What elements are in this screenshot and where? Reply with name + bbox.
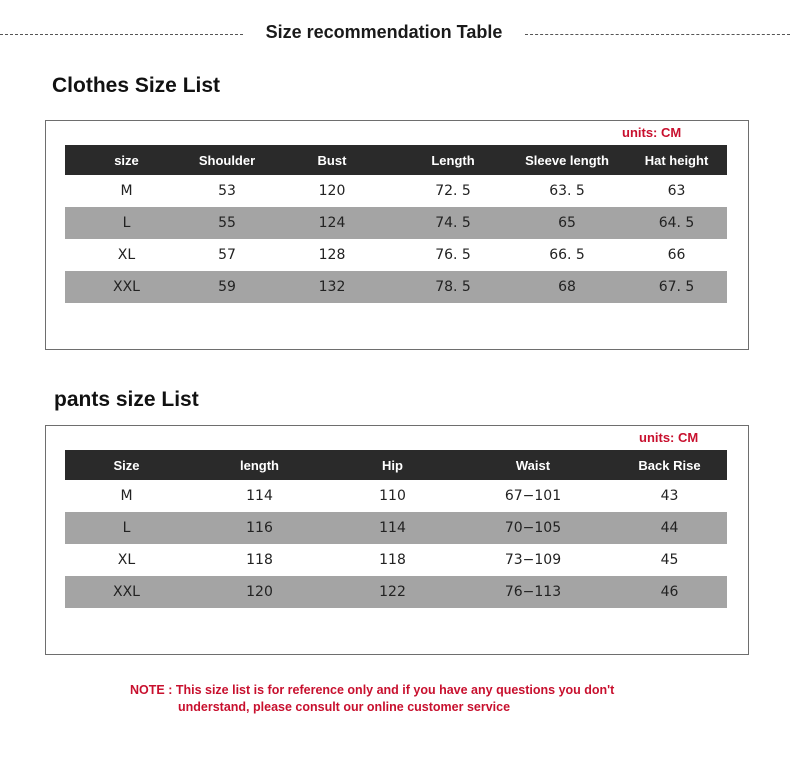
table-row [65, 207, 727, 239]
measurement-cell: 45 [660, 552, 679, 568]
measurement-cell: 76−113 [454, 576, 612, 608]
page-title: Size recommendation Table [265, 22, 503, 42]
column-header: Waist [454, 450, 612, 480]
table-row [65, 544, 727, 576]
measurement-cell: 118 [379, 552, 406, 568]
measurement-cell: 63. 5 [549, 183, 585, 199]
measurement-cell: 72. 5 [435, 183, 471, 199]
measurement-cell: 66 [667, 247, 686, 263]
column-header: Hat height [626, 145, 727, 175]
column-header: Length [398, 145, 508, 175]
table-header-row [65, 450, 727, 480]
measurement-cell: 128 [318, 247, 346, 263]
measurement-cell: 57 [218, 247, 236, 263]
size-cell: XXL [65, 271, 188, 303]
measurement-cell: 74. 5 [398, 207, 508, 239]
note-line-2: understand, please consult our online customer service [178, 700, 511, 714]
pants-section-title: pants size List [54, 388, 199, 411]
title-row [0, 20, 790, 48]
column-header: Hip [331, 450, 454, 480]
column-header: Sleeve length [508, 145, 626, 175]
measurement-cell: 63 [667, 183, 686, 199]
size-cell: L [65, 207, 188, 239]
pants-size-panel [45, 425, 749, 655]
measurement-cell: 68 [508, 271, 626, 303]
measurement-cell: 65 [508, 207, 626, 239]
table-row [65, 480, 727, 512]
title-divider-left [0, 34, 243, 35]
clothes-units-label: units: CM [622, 125, 682, 140]
table-row [65, 576, 727, 608]
measurement-cell: 132 [266, 271, 398, 303]
size-cell: M [120, 183, 133, 199]
table-header-row [65, 145, 727, 175]
pants-size-table [65, 450, 727, 608]
measurement-cell: 67. 5 [626, 271, 727, 303]
measurement-cell: 78. 5 [398, 271, 508, 303]
table-row [65, 175, 727, 207]
column-header: size [65, 145, 188, 175]
measurement-cell: 124 [266, 207, 398, 239]
measurement-cell: 44 [612, 512, 727, 544]
size-cell: XXL [65, 576, 188, 608]
clothes-size-table [65, 145, 727, 303]
measurement-cell: 118 [246, 552, 273, 568]
measurement-cell: 116 [188, 512, 331, 544]
measurement-cell: 66. 5 [549, 247, 585, 263]
column-header: Bust [266, 145, 398, 175]
measurement-cell: 64. 5 [626, 207, 727, 239]
measurement-cell: 114 [246, 488, 273, 504]
table-row [65, 239, 727, 271]
clothes-size-panel [45, 120, 749, 350]
size-cell: XL [117, 552, 136, 568]
measurement-cell: 70−105 [454, 512, 612, 544]
measurement-cell: 122 [331, 576, 454, 608]
measurement-cell: 53 [218, 183, 236, 199]
table-row [65, 512, 727, 544]
measurement-cell: 59 [188, 271, 266, 303]
column-header: Size [65, 450, 188, 480]
measurement-cell: 73−109 [504, 552, 562, 568]
column-header: length [188, 450, 331, 480]
column-header: Back Rise [612, 450, 727, 480]
title-divider-right [525, 34, 790, 35]
size-note [130, 682, 690, 716]
size-cell: M [120, 488, 133, 504]
measurement-cell: 76. 5 [435, 247, 471, 263]
clothes-section-title: Clothes Size List [52, 74, 221, 97]
size-cell: XL [117, 247, 136, 263]
measurement-cell: 114 [331, 512, 454, 544]
measurement-cell: 120 [318, 183, 346, 199]
measurement-cell: 46 [612, 576, 727, 608]
measurement-cell: 110 [379, 488, 406, 504]
size-cell: L [65, 512, 188, 544]
note-line-1: NOTE : This size list is for reference only and if you have any questions you don't [130, 683, 615, 697]
table-row [65, 271, 727, 303]
measurement-cell: 43 [660, 488, 679, 504]
measurement-cell: 55 [188, 207, 266, 239]
pants-units-label: units: CM [639, 430, 699, 445]
column-header: Shoulder [188, 145, 266, 175]
measurement-cell: 67−101 [504, 488, 562, 504]
measurement-cell: 120 [188, 576, 331, 608]
